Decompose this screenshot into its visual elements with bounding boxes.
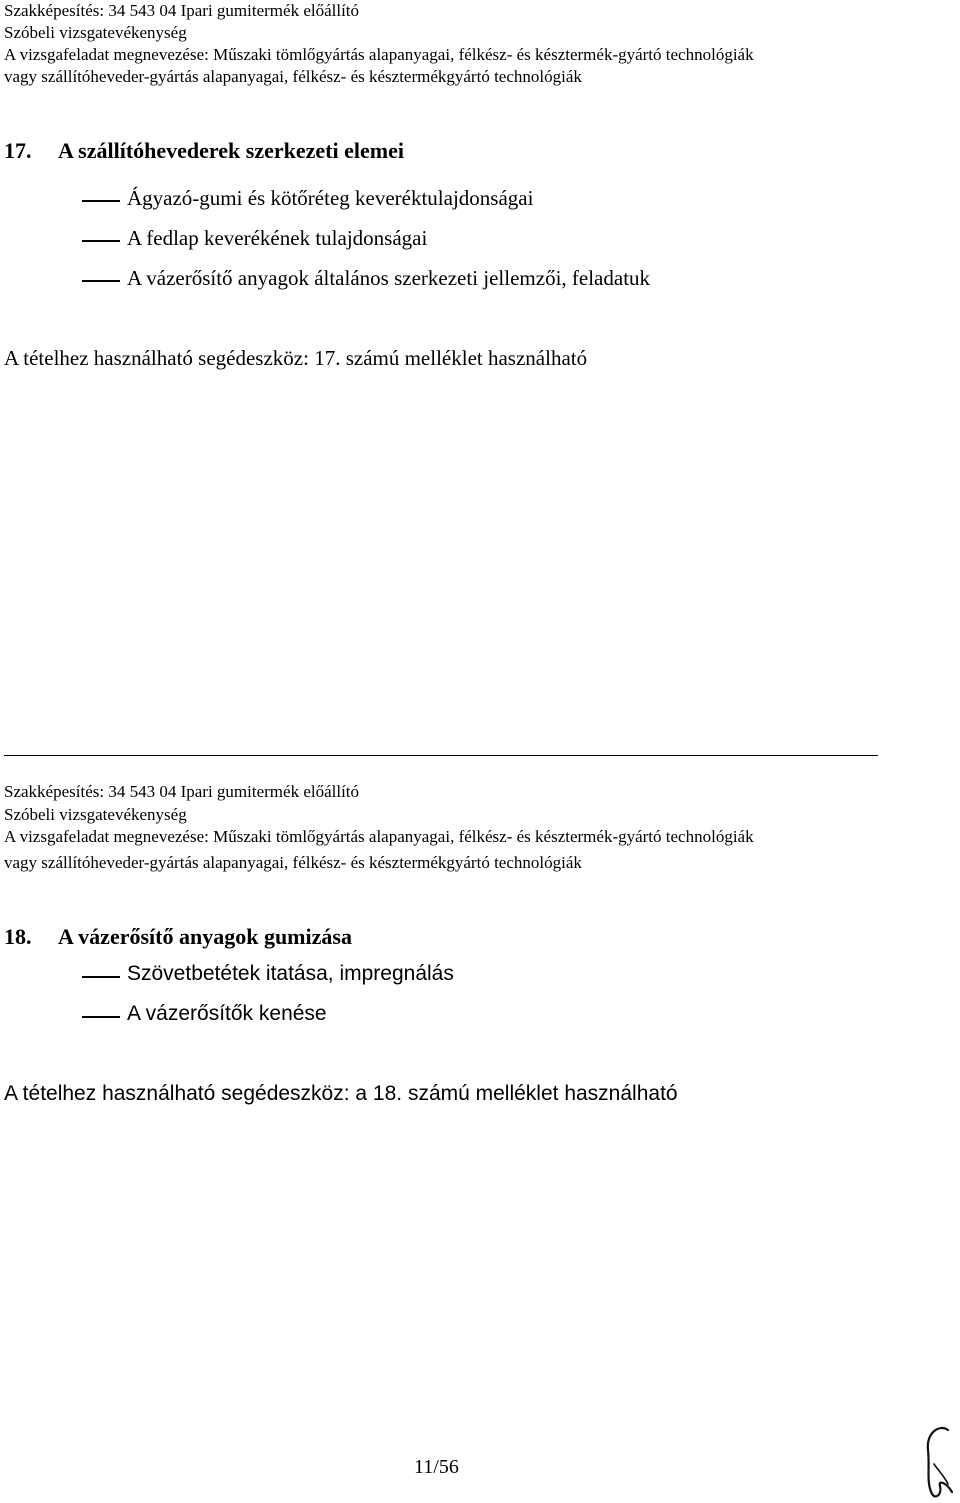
header-qualification: Szakképesítés: 34 543 04 Ipari gumitermék előállító [4,1,360,20]
bullet-item: A vázerősítők kenése [127,1002,327,1025]
header-exam-type: Szóbeli vizsgatevékenység [4,23,187,42]
bullet-item: A fedlap keverékének tulajdonságai [127,226,428,250]
signature-mark [918,1424,958,1500]
header-task-name-cont: vagy szállítóheveder-gyártás alapanyagai, félkész- és késztermékgyártó technológiák [4,853,582,872]
item-title: A vázerősítő anyagok gumizása [58,924,352,949]
item-number: 18. [4,924,32,949]
bullet-item: Ágyazó-gumi és kötőréteg keveréktulajdonságai [127,186,534,210]
bullet-dash [82,240,120,242]
page-number: 11/56 [414,1456,459,1478]
item-number: 17. [4,138,32,163]
page-separator [4,755,878,756]
aid-note: A tételhez használható segédeszköz: a 18. számú melléklet használható [4,1082,678,1105]
header-task-name: A vizsgafeladat megnevezése: Műszaki tömlőgyártás alapanyagai, félkész- és késztermék-gyártó technológiák [4,45,754,64]
bullet-item: Szövetbetétek itatása, impregnálás [127,962,454,985]
bullet-dash [82,1016,120,1018]
header-task-name-cont: vagy szállítóheveder-gyártás alapanyagai, félkész- és késztermékgyártó technológiák [4,67,582,86]
bullet-item: A vázerősítő anyagok általános szerkezeti jellemzői, feladatuk [127,266,651,290]
bullet-dash [82,280,120,282]
item-title: A szállítóhevederek szerkezeti elemei [58,138,404,163]
header-task-name: A vizsgafeladat megnevezése: Műszaki tömlőgyártás alapanyagai, félkész- és késztermék-gyártó technológiák [4,827,754,846]
bullet-dash [82,200,120,202]
header-qualification: Szakképesítés: 34 543 04 Ipari gumitermék előállító [4,782,360,801]
aid-note: A tételhez használható segédeszköz: 17. számú melléklet használható [4,346,588,370]
bullet-dash [82,976,120,978]
header-exam-type: Szóbeli vizsgatevékenység [4,805,187,824]
